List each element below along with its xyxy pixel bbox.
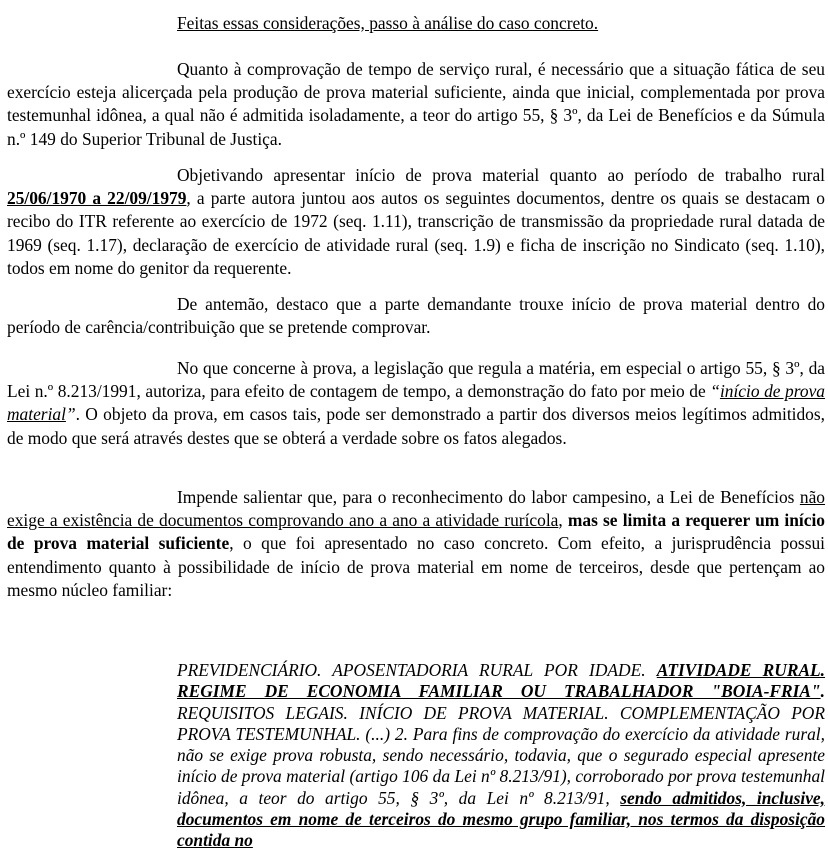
p4-rest: . O objeto da prova, em casos tais, pode ser demonstrado a partir dos diversos meios legítimos admitidos, de modo que será através destes que se obterá a verdade sobre os fatos alegados.: [7, 404, 825, 448]
quote-mid: REQUISITOS LEGAIS. INÍCIO DE PROVA MATERIAL. COMPLEMENTAÇÃO POR PROVA TESTEMUNHAL. (...) 2. Para fins de comprovação do exercício da atividade rural, não se exige prova robusta, sendo necessário, todavia, que o segurado especial apresente início de prova material (artigo 106 da Lei nº 8.213/91), corroborado por prova testemunhal idônea, a teor do artigo 55, § 3º, da Lei nº 8.213/91,: [177, 702, 825, 808]
quote-highlight: ATIVIDADE RURAL. REGIME DE ECONOMIA FAMILIAR OU TRABALHADOR "BOIA-FRIA": [177, 660, 826, 702]
p5-bold: mas se limita a requerer um início de prova material suficiente: [7, 510, 826, 554]
section-heading-text: Feitas essas considerações, passo à análise do caso concreto.: [177, 13, 599, 33]
paragraph-documents: [7, 164, 825, 280]
section-heading: [7, 12, 825, 35]
quote-dot: .: [820, 681, 825, 702]
paragraph-labor: [7, 486, 825, 602]
p4-quoted-term: início de prova material: [7, 381, 825, 425]
paragraph-legislation: [7, 357, 825, 450]
p5-rest: , o que foi apresentado no caso concreto. Com efeito, a jurisprudência possui entendimento quanto à possibilidade de início de prova material em nome de terceiros, desde que pertençam ao mesmo núcleo familiar:: [7, 533, 825, 600]
p4-lead: No que concerne à prova, a legislação que regula a matéria, em especial o artigo 55, § 3º, da Lei n.º 8.213/1991, autoriza, para efeito de contagem de tempo, a demonstração do fato por meio de: [7, 358, 825, 402]
p5-lead: Impende salientar que, para o reconhecimento do labor campesino, a Lei de Benefícios: [177, 487, 800, 507]
paragraph-rural-proof: Quanto à comprovação de tempo de serviço rural, é necessário que a situação fática de seu exercício esteja alicerçada pela produção de prova material suficiente, ainda que inicial, complementada por prova testemunhal idônea, a qual não é admitida isoladamente, a teor do artigo 55, § 3º, da Lei de Benefícios e da Súmula n.º 149 do Superior Tribunal de Justiça.: [7, 59, 825, 149]
paragraph-carencia: De antemão, destaco que a parte demandante trouxe início de prova material dentro do período de carência/contribuição que se pretende comprovar.: [7, 294, 825, 338]
quote-tail-highlight: sendo admitidos, inclusive, documentos em nome de terceiros do mesmo grupo familiar, nos termos da disposição contida no: [177, 787, 825, 851]
p5-comma: ,: [558, 510, 568, 531]
p2-rest: , a parte autora juntou aos autos os seguintes documentos, dentre os quais se destacam o recibo do ITR referente ao exercício de 1972 (seq. 1.11), transcrição de transmissão da propriedade rural datada de 1969 (seq. 1.17), declaração de exercício de atividade rural (seq. 1.9) e ficha de inscrição no Sindicato (seq. 1.10), todos em nome do genitor da requerente.: [7, 188, 825, 278]
p5-underlined: não exige a existência de documentos comprovando ano a ano a atividade rurícola: [7, 487, 825, 531]
p4-quote-close: ”: [65, 404, 76, 425]
jurisprudence-quote: [177, 660, 825, 852]
period-dates: 25/06/1970 a 22/09/1979: [7, 188, 187, 209]
quote-lead: PREVIDENCIÁRIO. APOSENTADORIA RURAL POR IDADE.: [177, 660, 657, 680]
p4-quote-open: “: [710, 381, 720, 402]
p2-lead: Objetivando apresentar início de prova material quanto ao período de trabalho rural: [177, 165, 825, 185]
